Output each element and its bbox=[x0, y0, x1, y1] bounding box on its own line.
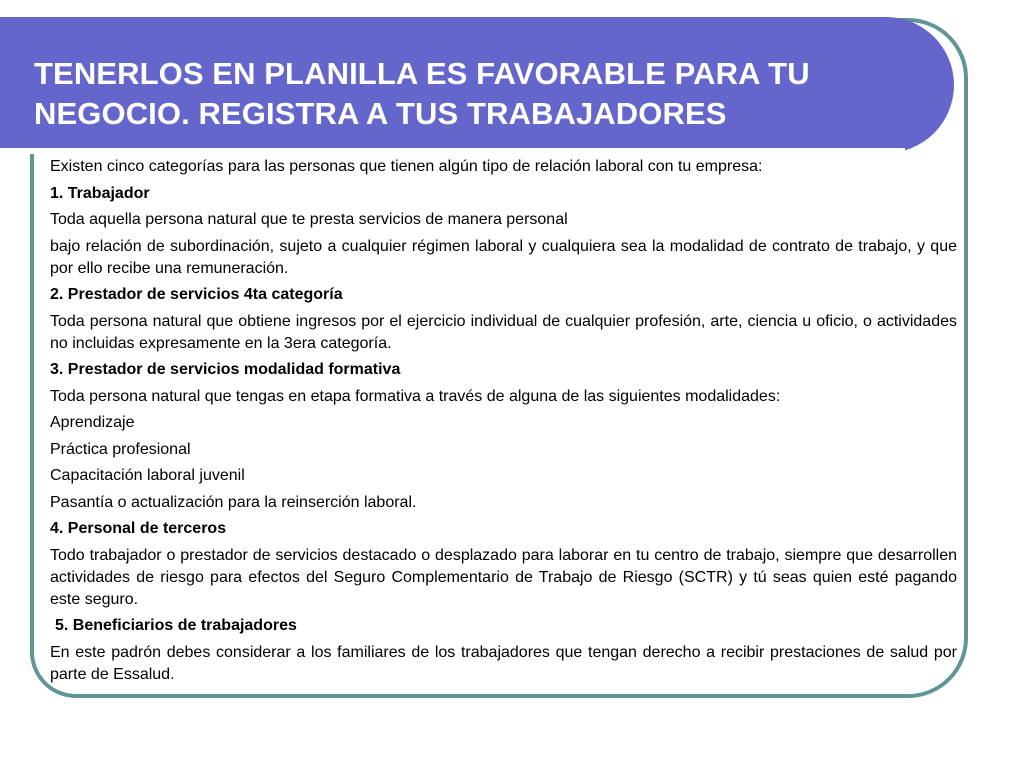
slide-body bbox=[50, 156, 957, 690]
modality-item: Capacitación laboral juvenil bbox=[50, 467, 245, 484]
category-text: Todo trabajador o prestador de servicios destacado o desplazado para laborar en tu centro de trabajo, siempre que desarrollen actividades de riesgo para efectos del Seguro Complementario de Trabajo de Riesgo (SCTR) y tú seas quien esté pagando este seguro. bbox=[50, 546, 957, 608]
category-heading-personal-terceros: 4. Personal de terceros bbox=[50, 520, 227, 537]
modality-item: Pasantía o actualización para la reinserción laboral. bbox=[50, 493, 417, 511]
category-heading-modalidad-formativa: 3. Prestador de servicios modalidad formativa bbox=[50, 361, 401, 378]
category-heading-trabajador: 1. Trabajador bbox=[50, 184, 150, 202]
category-text: En este padrón debes considerar a los familiares de los trabajadores que tengan derecho a recibir prestaciones de salud por parte de Essalud. bbox=[50, 643, 957, 683]
category-text: Toda persona natural que tengas en etapa formativa a través de alguna de las siguientes modalidades: bbox=[50, 387, 781, 405]
modality-item: Práctica profesional bbox=[50, 440, 191, 458]
title-underline bbox=[0, 148, 905, 154]
category-heading-beneficiarios: 5. Beneficiarios de trabajadores bbox=[55, 617, 297, 634]
modality-item: Aprendizaje bbox=[50, 414, 135, 431]
category-heading-prestador-4ta: 2. Prestador de servicios 4ta categoría bbox=[50, 286, 343, 303]
slide-title: TENERLOS EN PLANILLA ES FAVORABLE PARA TU NEGOCIO. REGISTRA A TUS TRABAJADORES bbox=[34, 56, 810, 131]
category-text: Toda persona natural que obtiene ingresos por el ejercicio individual de cualquier profesión, arte, ciencia u oficio, o actividades no incluidas expresamente en la 3era categoría. bbox=[50, 312, 957, 352]
title-band bbox=[0, 17, 954, 153]
intro-text: Existen cinco categorías para las personas que tienen algún tipo de relación laboral con tu empresa: bbox=[50, 158, 763, 175]
category-text: bajo relación de subordinación, sujeto a cualquier régimen laboral y cualquiera sea la modalidad de contrato de trabajo, y que por ello recibe una remuneración. bbox=[50, 237, 957, 277]
category-text: Toda aquella persona natural que te presta servicios de manera personal bbox=[50, 211, 568, 228]
